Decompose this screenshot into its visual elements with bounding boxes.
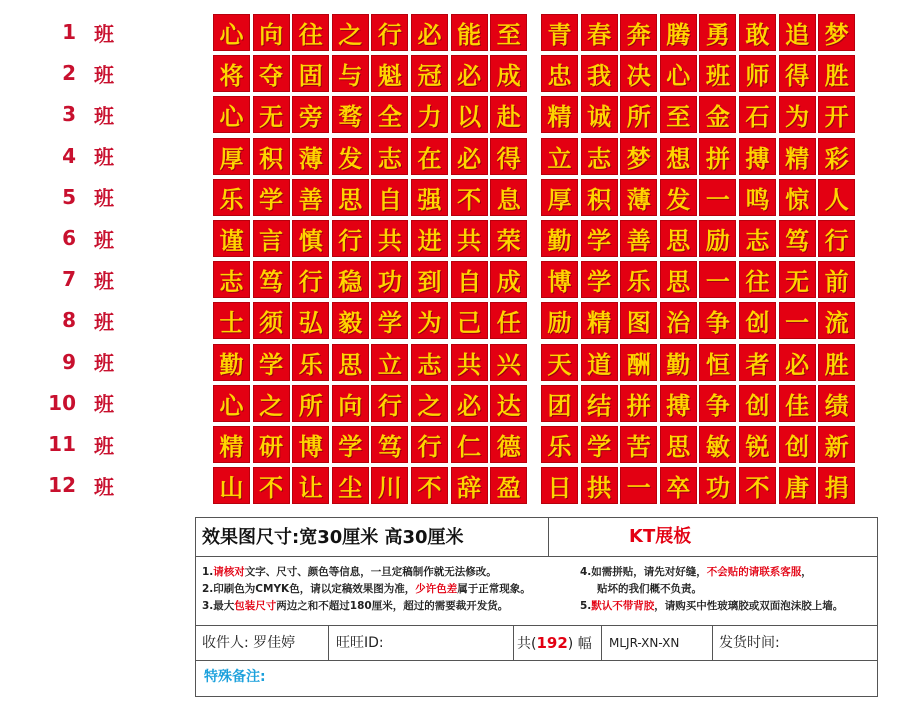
class-ban-char: 班: [94, 21, 114, 46]
slogan-tile: 乐: [292, 344, 329, 381]
slogan-tile: 必: [451, 138, 488, 175]
class-number: 7: [62, 267, 76, 292]
slogan-tile: 得: [779, 55, 816, 92]
slogan-tile: 学: [332, 426, 369, 463]
slogan-tile: 固: [292, 55, 329, 92]
slogan-tile: 笃: [779, 220, 816, 257]
slogan-tile: 己: [451, 302, 488, 339]
quantity-value: 192: [536, 634, 568, 652]
slogan-tile: 立: [541, 138, 578, 175]
slogan-tile: 兴: [490, 344, 527, 381]
slogan-tile: 思: [332, 344, 369, 381]
slogan-tile: 青: [541, 14, 578, 51]
class-number: 6: [62, 226, 76, 250]
slogan-tile: 积: [253, 138, 290, 175]
slogan-tile: 慎: [292, 220, 329, 257]
slogan-tile: 思: [660, 261, 697, 298]
note-1: 1.请核对文字、尺寸、颜色等信息，一旦定稿制作就无法修改。: [202, 566, 497, 578]
slogan-tile: 胜: [818, 344, 855, 381]
order-info-table: [195, 517, 878, 697]
slogan-tile: 新: [818, 426, 855, 463]
slogan-tile: 为: [411, 302, 448, 339]
class-ban-char: 班: [94, 309, 114, 334]
class-ban-char: 班: [94, 392, 114, 417]
slogan-tile: 薄: [620, 179, 657, 216]
class-ban-char: 班: [94, 351, 114, 376]
slogan-tile: 无: [779, 261, 816, 298]
slogan-tile: 弘: [292, 302, 329, 339]
class-number: 3: [62, 102, 76, 127]
slogan-tile: 向: [253, 14, 290, 51]
product-code: MLJR-XN-XN: [609, 636, 680, 650]
slogan-tile: 所: [292, 385, 329, 422]
slogan-tile: 精: [581, 302, 618, 339]
slogan-tile: 任: [490, 302, 527, 339]
slogan-tile: 学: [581, 426, 618, 463]
class-ban-char: 班: [94, 62, 114, 87]
size-spec: 效果图尺寸:宽30厘米 高30厘米: [202, 527, 464, 548]
class-number: 9: [62, 349, 76, 374]
slogan-tile: 一: [699, 261, 736, 298]
note-2: 2.印刷色为CMYK色，请以定稿效果图为准，少许色差属于正常现象。: [202, 583, 531, 595]
slogan-tile: 共: [371, 220, 408, 257]
slogan-tile: 行: [371, 385, 408, 422]
slogan-tile: 追: [779, 14, 816, 51]
slogan-tile: 惊: [779, 179, 816, 216]
slogan-tile: 能: [451, 14, 488, 51]
slogan-tile: 志: [581, 138, 618, 175]
slogan-tile: 到: [411, 261, 448, 298]
slogan-tile: 毅: [332, 302, 369, 339]
slogan-tile: 博: [292, 426, 329, 463]
slogan-tile: 冠: [411, 55, 448, 92]
class-number: 2: [62, 61, 76, 86]
slogan-tile: 创: [779, 426, 816, 463]
class-number: 1: [62, 20, 76, 44]
slogan-tile: 夺: [253, 55, 290, 92]
class-number: 5: [62, 184, 76, 209]
slogan-tile: 行: [371, 14, 408, 51]
slogan-tile: 图: [620, 302, 657, 339]
slogan-tile: 自: [371, 179, 408, 216]
slogan-tile: 须: [253, 302, 290, 339]
slogan-tile: 团: [541, 385, 578, 422]
slogan-tile: 酬: [620, 344, 657, 381]
slogan-tile: 笃: [371, 426, 408, 463]
slogan-tile: 魁: [371, 55, 408, 92]
divider: [548, 518, 549, 556]
slogan-tile: 前: [818, 261, 855, 298]
slogan-tile: 佳: [779, 385, 816, 422]
slogan-tile: 与: [332, 55, 369, 92]
class-ban-char: 班: [94, 474, 114, 499]
slogan-tile: 尘: [332, 467, 369, 504]
slogan-tile: 人: [818, 179, 855, 216]
note-4-line2: 贴坏的我们概不负责。: [597, 583, 702, 595]
slogan-tile: 得: [490, 138, 527, 175]
note-4: 4.如需拼贴，请先对好缝，不会贴的请联系客服，: [580, 566, 812, 578]
slogan-tile: 稳: [332, 261, 369, 298]
slogan-tile: 勇: [699, 14, 736, 51]
slogan-tile: 学: [581, 261, 618, 298]
slogan-tile: 心: [213, 96, 250, 133]
slogan-tile: 创: [739, 302, 776, 339]
slogan-tile: 发: [660, 179, 697, 216]
slogan-tile: 道: [581, 344, 618, 381]
slogan-tile: 想: [660, 138, 697, 175]
slogan-tile: 治: [660, 302, 697, 339]
slogan-tile: 进: [411, 220, 448, 257]
slogan-tile: 恒: [699, 344, 736, 381]
slogan-tile: 勤: [660, 344, 697, 381]
slogan-tile: 争: [699, 385, 736, 422]
class-ban-char: 班: [94, 268, 114, 293]
note-3: 3.最大包装尺寸两边之和不超过180厘米，超过的需要裁开发货。: [202, 600, 509, 612]
slogan-tile: 无: [253, 96, 290, 133]
class-ban-char: 班: [94, 103, 114, 128]
slogan-tile: 苦: [620, 426, 657, 463]
slogan-tile: 金: [699, 96, 736, 133]
slogan-tile: 忠: [541, 55, 578, 92]
slogan-tile: 心: [660, 55, 697, 92]
slogan-tile: 鸣: [739, 179, 776, 216]
slogan-tile: 思: [660, 426, 697, 463]
slogan-tile: 卒: [660, 467, 697, 504]
slogan-tile: 创: [739, 385, 776, 422]
slogan-tile: 不: [739, 467, 776, 504]
slogan-tile: 心: [213, 14, 250, 51]
wangwang-id: 旺旺ID:: [336, 635, 384, 651]
slogan-tile: 开: [818, 96, 855, 133]
slogan-tile: 山: [213, 467, 250, 504]
slogan-tile: 立: [371, 344, 408, 381]
slogan-tile: 春: [581, 14, 618, 51]
slogan-tile: 一: [620, 467, 657, 504]
slogan-tile: 班: [699, 55, 736, 92]
slogan-tile: 奔: [620, 14, 657, 51]
slogan-tile: 达: [490, 385, 527, 422]
class-number: 4: [62, 143, 76, 168]
slogan-tile: 仁: [451, 426, 488, 463]
notes-block: [202, 564, 877, 626]
slogan-tile: 谨: [213, 220, 250, 257]
slogan-tile: 志: [213, 261, 250, 298]
class-number: 11: [48, 432, 76, 456]
ship-time: 发货时间:: [719, 635, 780, 651]
slogan-tile: 善: [292, 179, 329, 216]
slogan-tile: 以: [451, 96, 488, 133]
slogan-tile: 川: [371, 467, 408, 504]
slogan-tile: 旁: [292, 96, 329, 133]
slogan-tile: 不: [411, 467, 448, 504]
slogan-tile: 成: [490, 55, 527, 92]
slogan-tile: 言: [253, 220, 290, 257]
slogan-tile: 思: [332, 179, 369, 216]
quantity: 共(192) 幅: [517, 634, 592, 652]
slogan-tile: 腾: [660, 14, 697, 51]
slogan-tile: 勤: [541, 220, 578, 257]
slogan-tile: 发: [332, 138, 369, 175]
slogan-tile: 乐: [541, 426, 578, 463]
slogan-tile: 一: [779, 302, 816, 339]
slogan-tile: 勤: [213, 344, 250, 381]
slogan-tile: 厚: [213, 138, 250, 175]
slogan-tile: 志: [371, 138, 408, 175]
slogan-tile: 搏: [660, 385, 697, 422]
slogan-tile: 功: [699, 467, 736, 504]
class-ban-char: 班: [94, 186, 114, 211]
slogan-tile: 成: [490, 261, 527, 298]
slogan-tile: 之: [411, 385, 448, 422]
slogan-tile: 博: [541, 261, 578, 298]
note-5: 5.默认不带背胶，请购买中性玻璃胶或双面泡沫胶上墙。: [580, 600, 844, 612]
slogan-tile: 拱: [581, 467, 618, 504]
slogan-tile: 者: [739, 344, 776, 381]
slogan-tile: 薄: [292, 138, 329, 175]
special-remarks-label: 特殊备注:: [204, 669, 266, 685]
slogan-tile: 强: [411, 179, 448, 216]
product-type: KT展板: [629, 526, 692, 547]
order-row: [196, 625, 877, 661]
slogan-tile: 必: [451, 55, 488, 92]
slogan-tile: 志: [739, 220, 776, 257]
slogan-tile: 之: [332, 14, 369, 51]
slogan-tile: 往: [739, 261, 776, 298]
slogan-tile: 诚: [581, 96, 618, 133]
slogan-tile: 乐: [620, 261, 657, 298]
slogan-tile: 日: [541, 467, 578, 504]
slogan-tile: 拼: [620, 385, 657, 422]
slogan-tile: 决: [620, 55, 657, 92]
slogan-tile: 励: [699, 220, 736, 257]
slogan-tile: 善: [620, 220, 657, 257]
slogan-tile: 向: [332, 385, 369, 422]
class-number: 12: [48, 473, 76, 498]
slogan-tile: 不: [451, 179, 488, 216]
slogan-tile: 往: [292, 14, 329, 51]
slogan-tile: 唐: [779, 467, 816, 504]
slogan-tile: 行: [411, 426, 448, 463]
slogan-tile: 学: [371, 302, 408, 339]
divider: [513, 626, 514, 660]
slogan-tile: 共: [451, 344, 488, 381]
slogan-tile: 胜: [818, 55, 855, 92]
slogan-tile: 捐: [818, 467, 855, 504]
recipient: 收件人: 罗佳婷: [202, 635, 296, 651]
slogan-tile: 行: [332, 220, 369, 257]
slogan-tile: 不: [253, 467, 290, 504]
slogan-tile: 结: [581, 385, 618, 422]
slogan-tile: 学: [581, 220, 618, 257]
slogan-tile: 自: [451, 261, 488, 298]
slogan-tile: 必: [411, 14, 448, 51]
slogan-tile: 梦: [620, 138, 657, 175]
slogan-tile: 必: [451, 385, 488, 422]
slogan-tile: 积: [581, 179, 618, 216]
slogan-tile: 盈: [490, 467, 527, 504]
slogan-tile: 搏: [739, 138, 776, 175]
slogan-tile: 行: [818, 220, 855, 257]
slogan-tile: 拼: [699, 138, 736, 175]
slogan-tile: 心: [213, 385, 250, 422]
slogan-tile: 之: [253, 385, 290, 422]
slogan-tile: 息: [490, 179, 527, 216]
slogan-tile: 荣: [490, 220, 527, 257]
slogan-tile: 士: [213, 302, 250, 339]
slogan-tile: 精: [541, 96, 578, 133]
class-number: 8: [62, 308, 76, 333]
slogan-tile: 精: [779, 138, 816, 175]
slogan-tile: 励: [541, 302, 578, 339]
slogan-tile: 一: [699, 179, 736, 216]
slogan-tile: 至: [660, 96, 697, 133]
slogan-tile: 至: [490, 14, 527, 51]
slogan-tile: 精: [213, 426, 250, 463]
slogan-tile: 将: [213, 55, 250, 92]
slogan-tile: 在: [411, 138, 448, 175]
slogan-tile: 骛: [332, 96, 369, 133]
slogan-tile: 德: [490, 426, 527, 463]
slogan-tile: 思: [660, 220, 697, 257]
slogan-tile: 石: [739, 96, 776, 133]
slogan-tile: 研: [253, 426, 290, 463]
slogan-tile: 共: [451, 220, 488, 257]
slogan-tile: 师: [739, 55, 776, 92]
divider: [601, 626, 602, 660]
slogan-tile: 学: [253, 344, 290, 381]
slogan-tile: 敢: [739, 14, 776, 51]
slogan-tile: 流: [818, 302, 855, 339]
class-ban-char: 班: [94, 433, 114, 458]
slogan-tile: 争: [699, 302, 736, 339]
slogan-tile: 辞: [451, 467, 488, 504]
slogan-tile: 必: [779, 344, 816, 381]
slogan-tile: 厚: [541, 179, 578, 216]
slogan-tile: 乐: [213, 179, 250, 216]
divider: [328, 626, 329, 660]
slogan-tile: 全: [371, 96, 408, 133]
slogan-tile: 绩: [818, 385, 855, 422]
slogan-tile: 敏: [699, 426, 736, 463]
slogan-tile: 天: [541, 344, 578, 381]
divider: [712, 626, 713, 660]
slogan-tile: 我: [581, 55, 618, 92]
size-row: [196, 518, 877, 557]
slogan-tile: 功: [371, 261, 408, 298]
slogan-tile: 行: [292, 261, 329, 298]
slogan-tile: 笃: [253, 261, 290, 298]
slogan-tile: 志: [411, 344, 448, 381]
class-ban-char: 班: [94, 227, 114, 252]
slogan-tile: 学: [253, 179, 290, 216]
slogan-tile: 力: [411, 96, 448, 133]
slogan-tile: 锐: [739, 426, 776, 463]
slogan-tile: 赴: [490, 96, 527, 133]
slogan-tile: 为: [779, 96, 816, 133]
slogan-tile: 梦: [818, 14, 855, 51]
class-ban-char: 班: [94, 145, 114, 170]
slogan-tile: 让: [292, 467, 329, 504]
slogan-tile: 所: [620, 96, 657, 133]
class-number: 10: [48, 390, 76, 415]
slogan-tile: 彩: [818, 138, 855, 175]
